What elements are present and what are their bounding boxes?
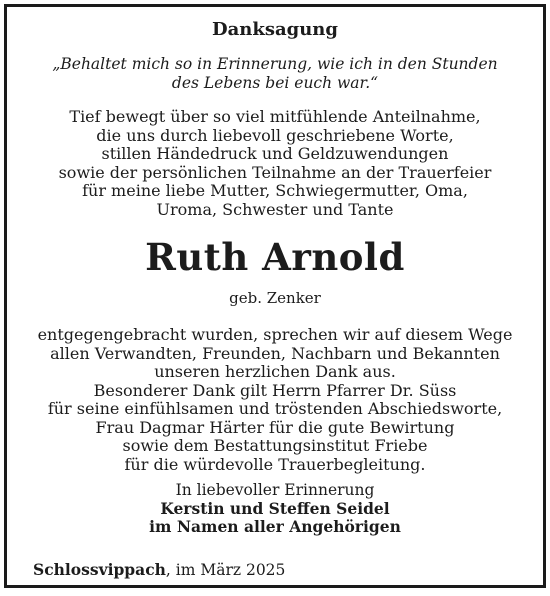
quote-line: des Lebens bei euch war.“ xyxy=(171,74,379,92)
text-line: die uns durch liebevoll geschriebene Worte, xyxy=(96,125,454,145)
text-line: für meine liebe Mutter, Schwiegermutter, Oma, xyxy=(82,181,468,200)
text-line: Tief bewegt über so viel mitfühlende Anteilnahme, xyxy=(69,107,481,126)
text-line: für seine einfühlsamen und tröstenden Abschiedsworte, xyxy=(47,399,503,418)
text-line: sowie dem Bestattungsinstitut Friebe xyxy=(122,436,428,455)
text-line: sowie der persönlichen Teilnahme an der Trauerfeier xyxy=(58,162,492,182)
deceased-name: Ruth Arnold xyxy=(145,235,405,279)
birth-name: geb. Zenker xyxy=(229,289,321,307)
text-line: für die würdevolle Trauerbegleitung. xyxy=(124,454,426,474)
place-name: Schlossvippach xyxy=(33,560,166,579)
signature-names: Kerstin und Steffen Seidel xyxy=(160,498,390,518)
notice-title: Danksagung xyxy=(212,19,338,40)
text-line: Uroma, Schwester und Tante xyxy=(156,199,394,219)
date-text: , im März 2025 xyxy=(165,561,286,579)
text-line: allen Verwandten, Freunden, Nachbarn und Bekannten xyxy=(50,343,500,363)
place-date xyxy=(33,560,285,579)
text-line: Besonderer Dank gilt Herrn Pfarrer Dr. Süss xyxy=(93,380,457,400)
text-line: stillen Händedruck und Geldzuwendungen xyxy=(101,144,449,163)
signature-family: im Namen aller Angehörigen xyxy=(149,517,401,536)
obituary-notice xyxy=(4,4,546,588)
thanks-paragraph-2 xyxy=(7,326,543,474)
signature-block xyxy=(7,481,543,537)
quote-line: „Behaltet mich so in Erinnerung, wie ich in den Stunden xyxy=(52,55,498,73)
text-line: entgegengebracht wurden, sprechen wir auf diesem Wege xyxy=(37,325,513,344)
memorial-quote xyxy=(7,55,543,93)
text-line: unseren herzlichen Dank aus. xyxy=(154,362,396,381)
text-line: Frau Dagmar Härter für die gute Bewirtung xyxy=(95,417,455,437)
thanks-paragraph-1 xyxy=(7,108,543,219)
signature-intro: In liebevoller Erinnerung xyxy=(175,481,375,499)
